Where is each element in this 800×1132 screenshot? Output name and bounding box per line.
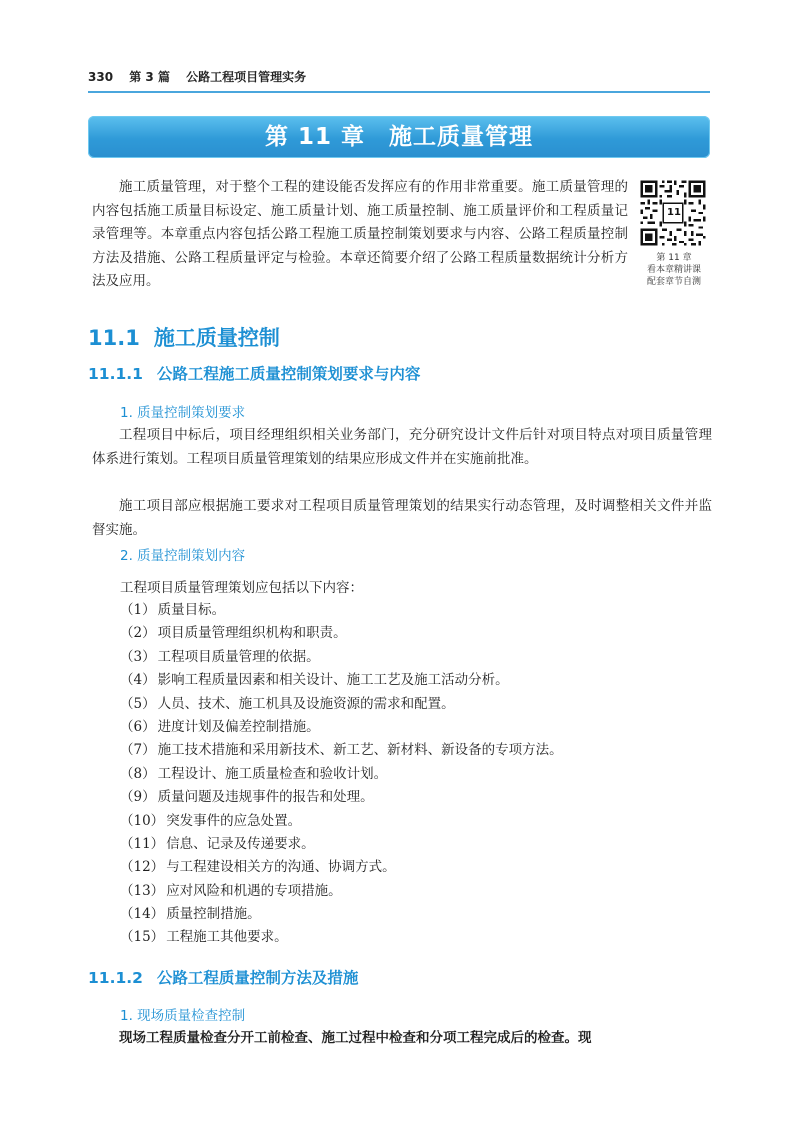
paragraph: 施工项目部应根据施工要求对工程项目质量管理策划的结果实行动态管理，及时调整相关文件并监督实施。 bbox=[92, 498, 712, 538]
list-index: （7） bbox=[120, 742, 156, 759]
list-index: （12） bbox=[120, 859, 165, 876]
subsection-3-heading: 1. 现场质量检查控制 bbox=[120, 1008, 246, 1024]
part-label: 第 3 篇 bbox=[129, 70, 170, 84]
list-text: 突发事件的应急处置。 bbox=[166, 812, 302, 829]
list-text: 应对风险和机遇的专项措施。 bbox=[166, 882, 342, 899]
list-index: （2） bbox=[120, 625, 156, 642]
section-title: 公路工程质量控制方法及措施 bbox=[156, 969, 359, 987]
list-text: 施工技术措施和采用新技术、新工艺、新材料、新设备的专项方法。 bbox=[157, 742, 563, 759]
list-index: （1） bbox=[120, 602, 156, 618]
page-number: 330 bbox=[88, 70, 114, 84]
subsection-1-heading: 1. 质量控制策划要求 bbox=[120, 405, 246, 421]
list-text: 与工程建设相关方的沟通、协调方式。 bbox=[166, 859, 396, 876]
section-number: 11.1.2 bbox=[88, 969, 143, 987]
subsection-2-heading: 2. 质量控制策划内容 bbox=[120, 548, 246, 564]
list-item bbox=[120, 622, 563, 645]
list-text: 项目质量管理组织机构和职责。 bbox=[157, 625, 347, 642]
section-title: 施工质量控制 bbox=[153, 326, 280, 350]
list-text: 质量问题及违规事件的报告和处理。 bbox=[157, 789, 374, 806]
list-index: （5） bbox=[120, 695, 156, 712]
list-index: （6） bbox=[120, 718, 156, 735]
qr-caption-line1: 第 11 章 bbox=[656, 253, 692, 263]
list-index: （3） bbox=[120, 648, 156, 665]
list-item bbox=[120, 693, 563, 716]
list-text: 进度计划及偏差控制措施。 bbox=[157, 718, 320, 735]
part-title: 公路工程项目管理实务 bbox=[186, 70, 307, 84]
list-item bbox=[120, 669, 563, 692]
list-item bbox=[120, 763, 563, 786]
qr-block[interactable] bbox=[638, 178, 710, 288]
section-number: 11.1.1 bbox=[88, 365, 143, 383]
list-item bbox=[120, 880, 563, 903]
running-header bbox=[88, 68, 708, 90]
list-text: 工程项目质量管理的依据。 bbox=[157, 648, 320, 665]
qr-caption-line2: 看本章精讲课 bbox=[646, 265, 701, 275]
section-11-1-1-heading bbox=[88, 362, 420, 384]
list-intro: 工程项目质量管理策划应包括以下内容： bbox=[120, 580, 363, 596]
chapter-banner bbox=[88, 116, 710, 158]
list-item bbox=[120, 786, 563, 809]
list-item bbox=[120, 646, 563, 669]
list-item bbox=[120, 739, 563, 762]
list-text: 工程设计、施工质量检查和验收计划。 bbox=[157, 765, 388, 782]
list-item bbox=[120, 716, 563, 739]
list-text: 信息、记录及传递要求。 bbox=[166, 835, 315, 852]
list-index: （8） bbox=[120, 765, 156, 782]
paragraph: 现场工程质量检查分开工前检查、施工过程中检查和分项工程完成后的检查。现 bbox=[119, 1030, 592, 1046]
list-index: （15） bbox=[120, 929, 165, 946]
section-11-1-heading bbox=[88, 322, 280, 352]
header-rule bbox=[88, 91, 710, 93]
list-index: （11） bbox=[120, 835, 165, 852]
section-11-1-2-heading bbox=[88, 966, 358, 988]
list-text: 质量目标。 bbox=[157, 602, 226, 618]
qr-caption bbox=[638, 252, 710, 288]
list-index: （10） bbox=[120, 812, 165, 829]
content-list bbox=[120, 599, 563, 950]
paragraph: 工程项目中标后，项目经理组织相关业务部门，充分研究设计文件后针对项目特点对项目质量管理体系进行策划。工程项目质量管理策划的结果应形成文件并在实施前批准。 bbox=[92, 427, 712, 467]
list-text: 人员、技术、施工机具及设施资源的需求和配置。 bbox=[157, 695, 455, 712]
chapter-intro: 施工质量管理，对于整个工程的建设能否发挥应有的作用非常重要。施工质量管理的内容包括施工质量目标设定、施工质量计划、施工质量控制、施工质量评价和工程质量记录管理等。本章重点内容包括公路工程施工质量控制策划要求与内容、公路工程质量控制方法及措施、公路工程质量评定与检验。本章还简要介绍了公路工程质量数据统计分析方法及应用。 bbox=[92, 179, 628, 289]
list-item bbox=[120, 833, 563, 856]
list-item bbox=[120, 810, 563, 833]
section-number: 11.1 bbox=[88, 326, 140, 350]
list-index: （13） bbox=[120, 882, 165, 899]
chapter-title: 第 11 章 施工质量管理 bbox=[264, 124, 534, 150]
list-item bbox=[120, 926, 563, 949]
qr-caption-line3: 配套章节自测 bbox=[646, 277, 701, 287]
qr-center-label: 11 bbox=[667, 207, 681, 218]
list-item bbox=[120, 599, 563, 622]
list-index: （14） bbox=[120, 906, 165, 923]
list-index: （4） bbox=[120, 672, 156, 689]
list-item bbox=[120, 903, 563, 926]
list-item bbox=[120, 856, 563, 879]
list-text: 工程施工其他要求。 bbox=[166, 929, 288, 946]
list-text: 影响工程质量因素和相关设计、施工工艺及施工活动分析。 bbox=[157, 672, 509, 689]
list-index: （9） bbox=[120, 789, 156, 806]
section-title: 公路工程施工质量控制策划要求与内容 bbox=[156, 365, 421, 383]
list-text: 质量控制措施。 bbox=[166, 906, 261, 923]
